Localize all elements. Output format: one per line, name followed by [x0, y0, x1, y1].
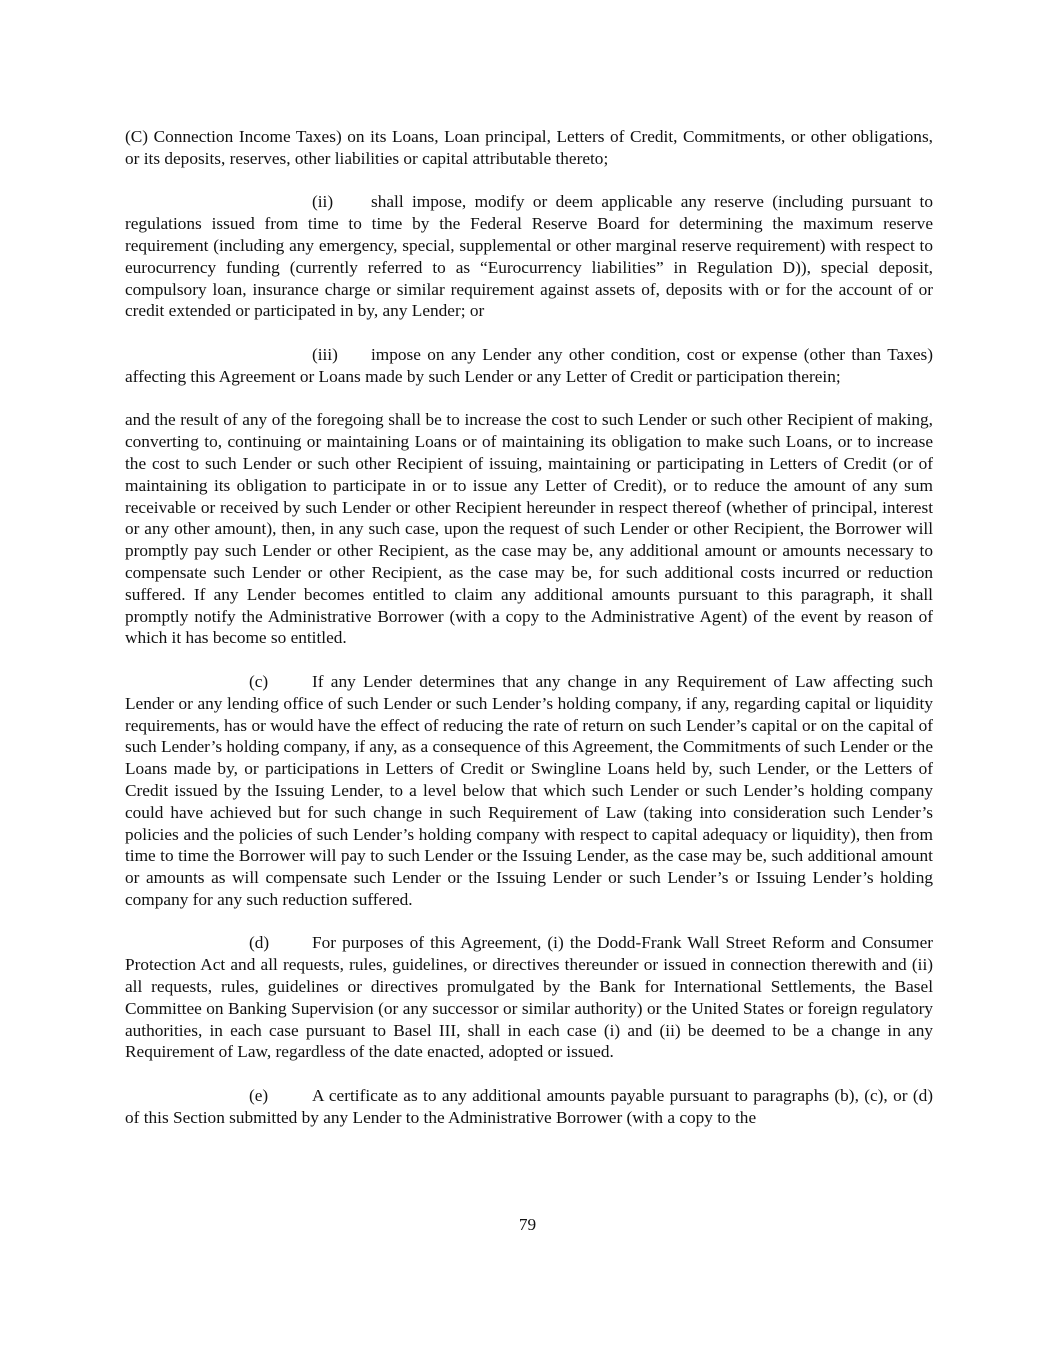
paragraph-connection-income-taxes — [125, 126, 933, 170]
clause-marker: (ii) — [312, 192, 334, 212]
paragraph-text: impose on any Lender any other condition, cost or expense (other than Taxes) affecting this Agreement or Loans made by such Lender or any Letter of Credit or participation therein; — [125, 344, 933, 386]
clause-marker: (e) — [249, 1086, 269, 1106]
paragraph-text: For purposes of this Agreement, (i) the Dodd-Frank Wall Street Reform and Consumer Protection Act and all requests, rules, guidelines, or directives thereunder or issued in connection therewith and (ii) all requests, rules, guidelines or directives promulgated by the Bank for International Settlements, the Basel Committee on Banking Supervision (or any successor or similar authority) or the United States or foreign regulatory authorities, in each case pursuant to Basel III, shall in each case (i) and (ii) be deemed to be a change in any Requirement of Law, regardless of the date enacted, adopted or issued. — [125, 933, 933, 1062]
clause-marker: (d) — [249, 933, 270, 953]
document-page — [125, 126, 933, 1129]
paragraph-text: A certificate as to any additional amounts payable pursuant to paragraphs (b), (c), or (d) of this Section submitted by any Lender to the Administrative Borrower (with a copy to the — [125, 1086, 933, 1127]
paragraph-text: and the result of any of the foregoing shall be to increase the cost to such Lender or such other Recipient of making, converting to, continuing or maintaining Loans or of maintaining its obligation to make such Loans, or to increase the cost to such Lender or such other Recipient of issuing, maintaining or participating in Letters of Credit (or of maintaining its obligation to participate in or to issue any Letter of Credit), or to reduce the amount of any sum receivable or received by such Lender or other Recipient hereunder in respect thereof (whether of principal, interest or any other amount), then, in any such case, upon the request of such Lender or other Recipient, the Borrower will promptly pay such Lender or other Recipient, as the case may be, any additional amount or amounts necessary to compensate such Lender or other Recipient, as the case may be, for such additional costs incurred or reduction suffered. If any Lender becomes entitled to claim any additional amounts pursuant to this paragraph, it shall promptly notify the Administrative Borrower (with a copy to the Administrative Agent) of the event by reason of which it has become so entitled. — [125, 410, 933, 648]
paragraph-text: shall impose, modify or deem applicable any reserve (including pursuant to regulations issued from time to time by the Federal Reserve Board for determining the maximum reserve requirement (including any emergency, special, supplemental or other marginal reserve requirement) with respect to eurocurrency funding (currently referred to as “Eurocurrency liabilities” in Regulation D)), special deposit, compulsory loan, insurance charge or similar requirement against assets of, deposits with or for the account of or credit extended or participated in by, any Lender; or — [125, 192, 933, 321]
paragraph-result-of-foregoing — [125, 409, 933, 649]
clause-ii — [125, 191, 933, 322]
clause-c — [125, 671, 933, 911]
clause-d — [125, 932, 933, 1063]
paragraph-text: If any Lender determines that any change in any Requirement of Law affecting such Lender or any lending office of such Lender or such Lender’s holding company, if any, regarding capital or liquidity requirements, has or would have the effect of reducing the rate of return on such Lender’s capital or on the capital of such Lender’s holding company, if any, as a consequence of this Agreement, the Commitments of such Lender or the Loans made by, or participations in Letters of Credit or Swingline Loans held by, such Lender, or the Letters of Credit issued by the Issuing Lender, to a level below that which such Lender or such Lender’s holding company could have achieved but for such change in such Requirement of Law (taking into consideration such Lender’s policies and the policies of such Lender’s holding company with respect to capital adequacy or liquidity), then from time to time the Borrower will pay to such Lender or the Issuing Lender, as the case may be, such additional amount or amounts as will compensate such Lender or the Issuing Lender or such Lender’s or Issuing Lender’s holding company for any such reduction suffered. — [125, 671, 933, 909]
page-number: 79 — [518, 1215, 537, 1234]
paragraph-text: (C) Connection Income Taxes) on its Loans, Loan principal, Letters of Credit, Commitments, or other obligations, or its deposits, reserves, other liabilities or capital attributable thereto; — [125, 127, 933, 168]
clause-e — [125, 1085, 933, 1129]
clause-marker: (c) — [249, 671, 269, 691]
clause-marker: (iii) — [312, 344, 338, 364]
clause-iii — [125, 344, 933, 388]
